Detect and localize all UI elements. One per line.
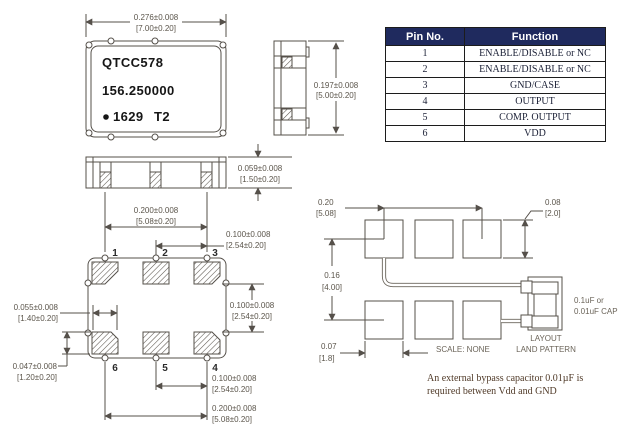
pin-cell: 6 <box>386 126 465 142</box>
land-pad-2 <box>415 220 453 258</box>
pin-cell: 4 <box>386 94 465 110</box>
pin-cell: 2 <box>386 62 465 78</box>
function-cell: COMP. OUTPUT <box>465 110 606 126</box>
pin-label-6: 6 <box>112 363 118 374</box>
table-header-row <box>386 28 606 46</box>
function-cell: ENABLE/DISABLE or NC <box>465 62 606 78</box>
function-cell: VDD <box>465 126 606 142</box>
cap-label-line2: 0.01uF CAP <box>574 307 618 316</box>
dim-pad-height-in: 0.047±0.008 <box>12 362 57 371</box>
package-frequency: 156.250000 <box>102 83 175 98</box>
package-lot-code: T2 <box>154 109 170 124</box>
land-pattern <box>365 220 562 339</box>
header-pin-no: Pin No. <box>386 28 465 46</box>
layout-label-line2: LAND PATTERN <box>516 345 576 354</box>
pad-1 <box>92 262 118 284</box>
function-cell: GND/CASE <box>465 78 606 94</box>
function-cell: OUTPUT <box>465 94 606 110</box>
dim-land-row-pitch-in: 0.16 <box>324 271 340 280</box>
dim-front-height-in: 0.059±0.008 <box>237 164 283 173</box>
layout-label-line1: LAYOUT <box>530 334 562 343</box>
dim-pad-pitch-bottom-in: 0.100±0.008 <box>212 374 257 383</box>
dim-pad-pitch-top-mm: [2.54±0.20] <box>226 241 266 250</box>
dim-side-height-in: 0.197±0.008 <box>313 81 359 90</box>
dim-pad-span-top-mm: [5.08±0.20] <box>136 217 176 226</box>
dim-pad-span-top-in: 0.200±0.008 <box>133 206 179 215</box>
pad-2 <box>143 262 169 284</box>
dim-land-pad-height-mm: [2.0] <box>545 209 561 218</box>
header-function: Function <box>465 28 606 46</box>
dim-pad-width-mm: [1.40±0.20] <box>18 314 58 323</box>
side-view-package <box>274 41 309 135</box>
trace-vdd <box>384 258 524 285</box>
dim-land-pad-height-in: 0.08 <box>545 198 561 207</box>
bypass-capacitor-note <box>427 372 609 398</box>
pin1-indicator-dot <box>103 114 109 120</box>
bypass-capacitor <box>521 277 562 330</box>
dim-pad-height <box>13 332 90 382</box>
pad-3 <box>194 262 220 284</box>
dim-row-pitch-mm: [2.54±0.20] <box>232 312 272 321</box>
package-date-code: 1629 <box>113 109 144 124</box>
dim-side-height-mm: [5.00±0.20] <box>316 91 356 100</box>
dim-pad-pitch-bottom-mm: [2.54±0.20] <box>212 385 252 394</box>
land-pad-4 <box>463 301 501 339</box>
pin-label-4: 4 <box>212 363 218 374</box>
dim-pad-pitch-top-in: 0.100±0.008 <box>226 230 271 239</box>
dim-row-pitch-in: 0.100±0.008 <box>229 301 275 310</box>
dim-top-width-mm: [7.00±0.20] <box>136 24 176 33</box>
pin-cell: 1 <box>386 46 465 62</box>
pin-function-table <box>385 27 606 142</box>
dim-land-pad-width-mm: [1.8] <box>319 354 335 363</box>
pin-label-1: 1 <box>112 248 118 259</box>
pad-4 <box>194 332 220 354</box>
table-row <box>386 94 606 110</box>
pin-label-2: 2 <box>162 248 168 259</box>
dim-land-pad-width-in: 0.07 <box>321 342 337 351</box>
dim-front-height-mm: [1.50±0.20] <box>240 175 280 184</box>
dim-side-height <box>308 41 359 135</box>
note-line2: required between Vdd and GND <box>427 386 557 397</box>
dim-land-span-in: 0.20 <box>318 198 334 207</box>
pin-cell: 3 <box>386 78 465 94</box>
dim-pad-span-bottom-mm: [5.08±0.20] <box>212 415 252 424</box>
top-view-package <box>86 38 226 140</box>
table-row <box>386 78 606 94</box>
dim-pad-width <box>14 303 117 330</box>
dim-pad-span-bottom-in: 0.200±0.008 <box>212 404 257 413</box>
function-cell: ENABLE/DISABLE or NC <box>465 46 606 62</box>
land-pad-5 <box>415 301 453 339</box>
note-line1: An external bypass capacitor 0.01µF is <box>427 373 584 384</box>
dim-top-width-in: 0.276±0.008 <box>133 13 179 22</box>
table-row <box>386 110 606 126</box>
package-part-number: QTCC578 <box>102 55 164 70</box>
dim-land-row-pitch-mm: [4.00] <box>321 283 343 292</box>
dim-row-pitch <box>222 284 275 332</box>
dim-pad-height-mm: [1.20±0.20] <box>17 373 57 382</box>
table-row <box>386 46 606 62</box>
scale-label: SCALE: NONE <box>436 345 490 354</box>
table-row <box>386 126 606 142</box>
cap-label-line1: 0.1uF or <box>574 296 604 305</box>
dim-land-pad-height <box>503 198 561 258</box>
dim-pad-width-in: 0.055±0.008 <box>13 303 58 312</box>
pad-5 <box>143 332 169 354</box>
pin-label-3: 3 <box>212 248 218 259</box>
pin-cell: 5 <box>386 110 465 126</box>
bottom-view-package <box>85 248 229 374</box>
front-view-package <box>86 157 226 188</box>
table-row <box>386 62 606 78</box>
pad-6 <box>92 332 118 354</box>
pin-label-5: 5 <box>162 363 168 374</box>
dim-land-pad-width <box>319 341 428 363</box>
dim-top-width <box>86 13 226 37</box>
dim-land-span-mm: [5.08] <box>316 209 337 218</box>
dim-front-height <box>228 144 292 201</box>
